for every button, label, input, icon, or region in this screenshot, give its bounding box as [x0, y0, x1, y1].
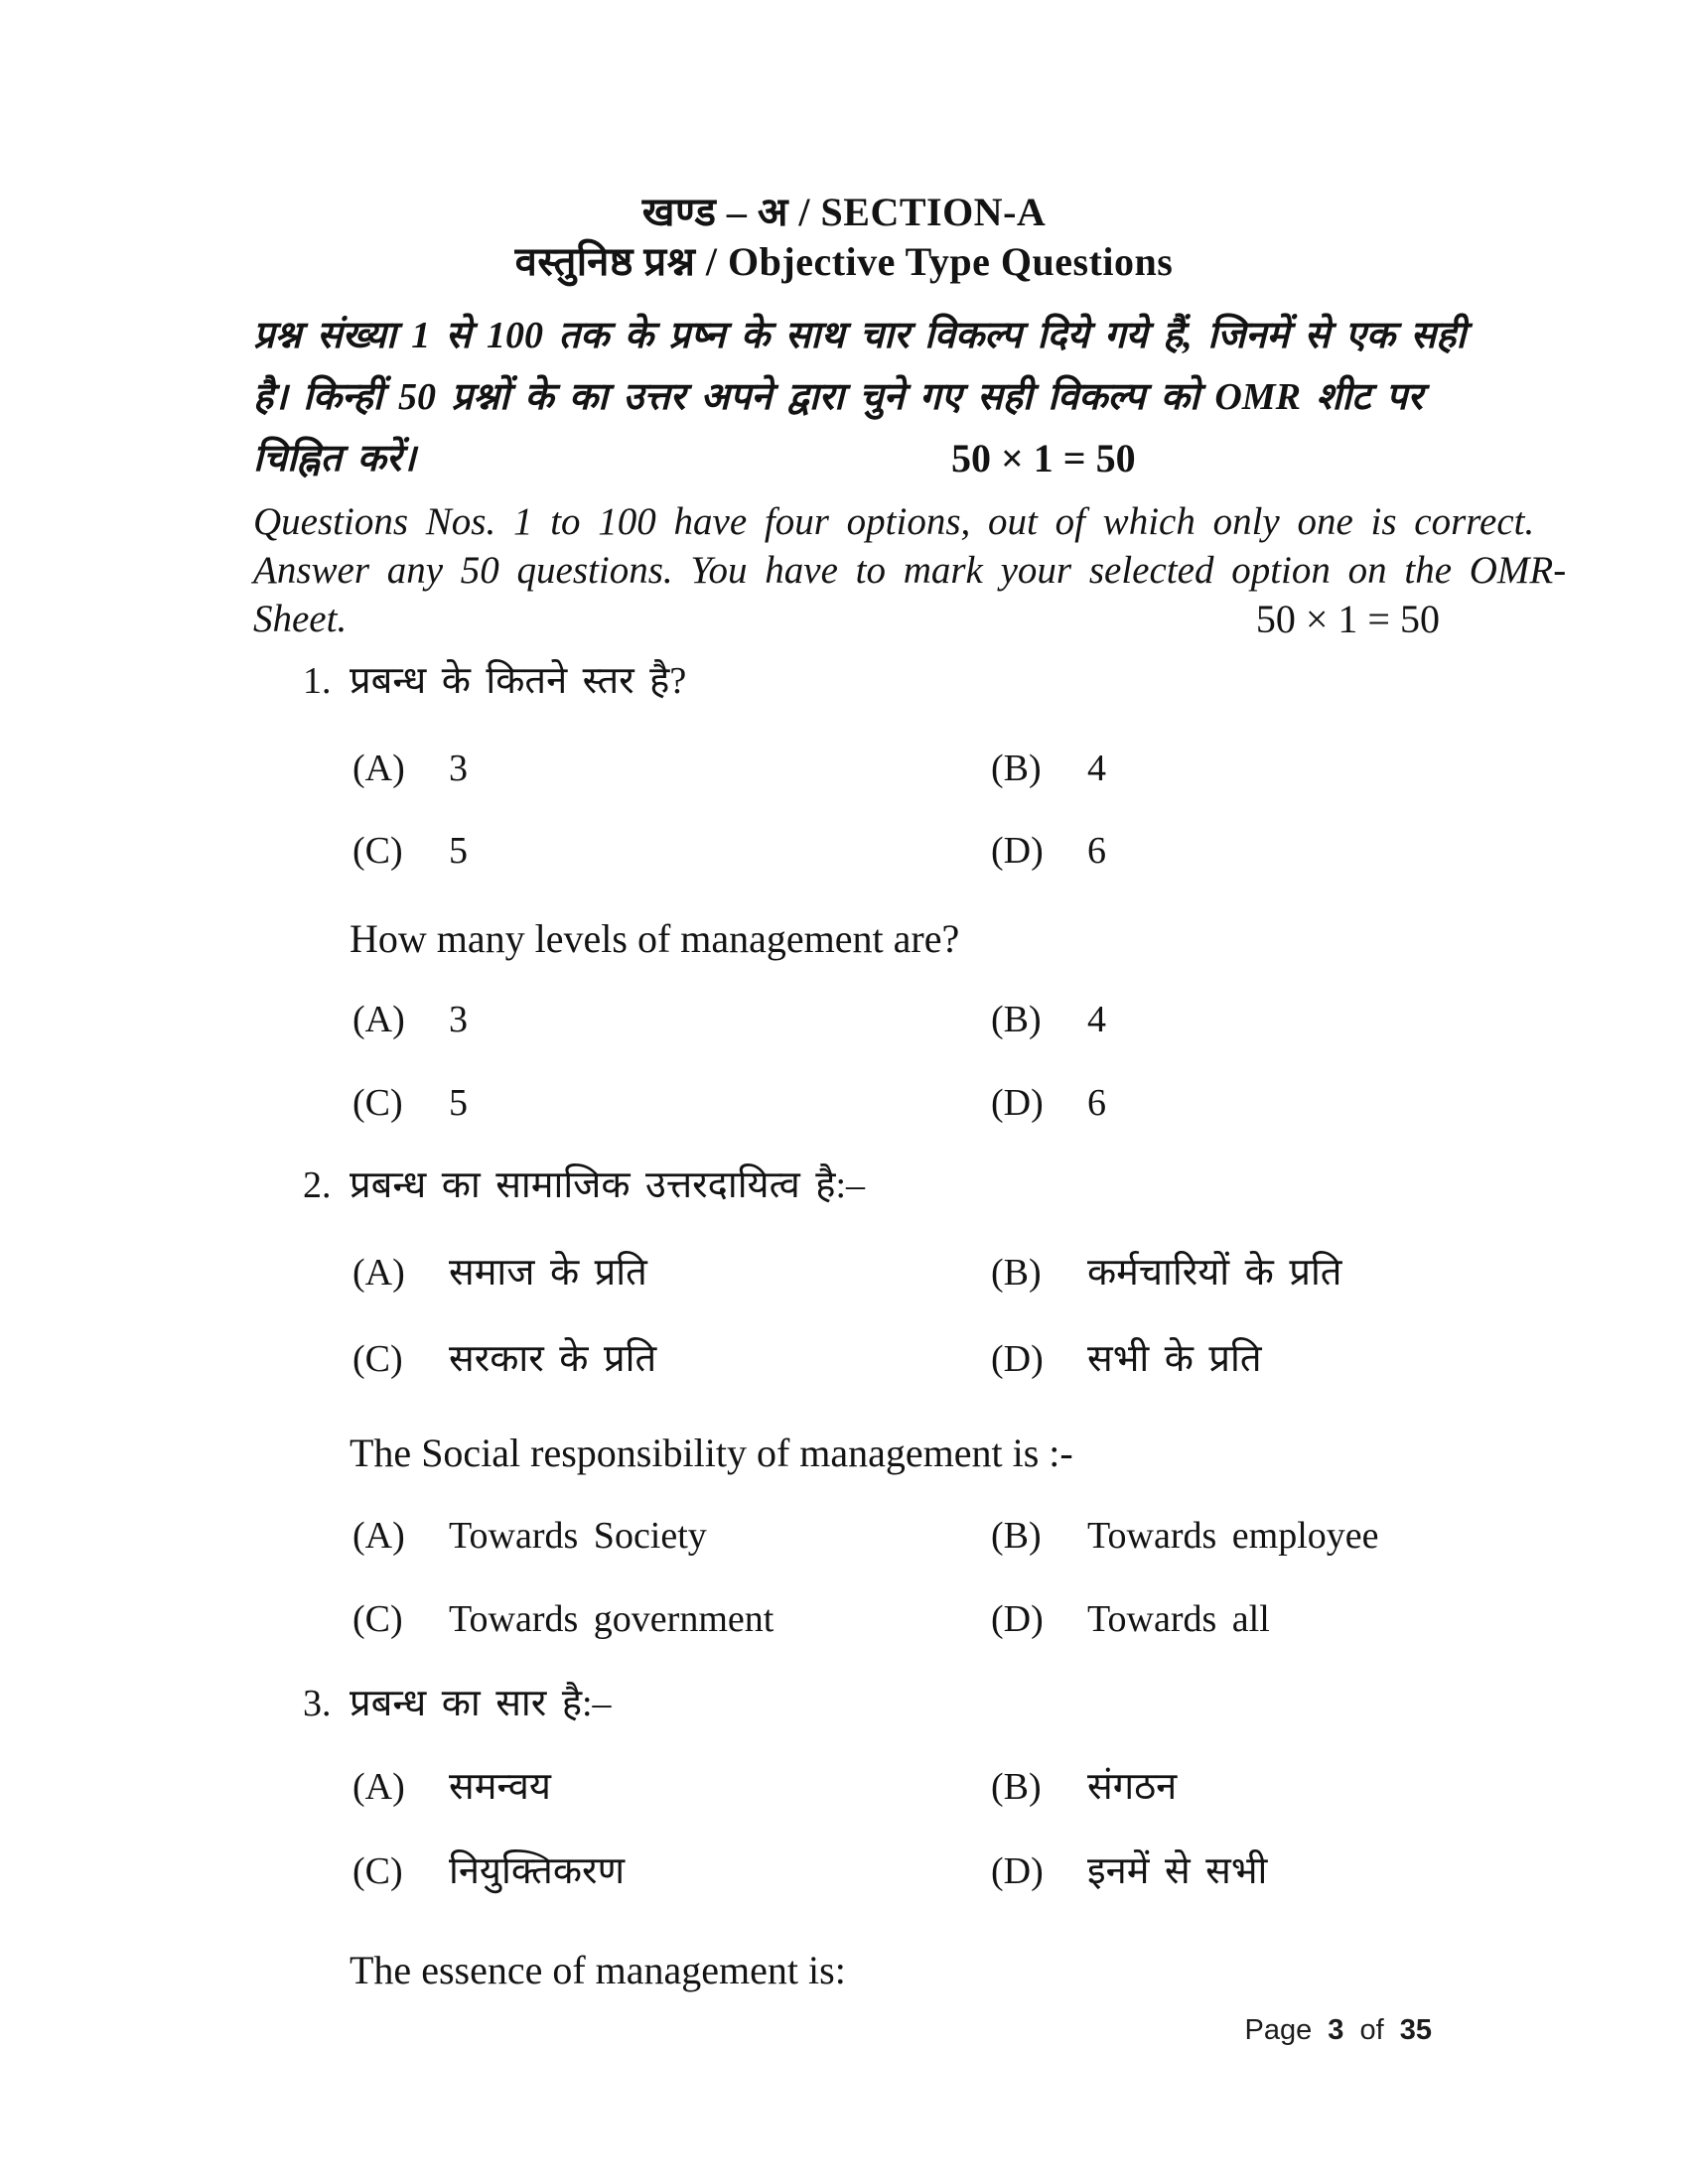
option-text: समाज के प्रति [449, 1252, 647, 1294]
option-label: (A) [352, 1766, 405, 1808]
hindi-instructions-line1: प्रश्न संख्या 1 से 100 तक के प्रष्न के साथ चार विकल्प दिये गये हैं, जिनमें से एक सही [253, 315, 1467, 356]
question-3-hindi-text: प्रबन्ध का सार है:– [350, 1683, 612, 1724]
option-text: 3 [449, 999, 468, 1040]
option-text: संगठन [1087, 1766, 1178, 1808]
q1-english-options-row-1 [0, 998, 1688, 1049]
option-text: 3 [449, 748, 468, 789]
option-label: (A) [352, 748, 405, 789]
option-label: (C) [352, 830, 403, 872]
footer-of-label: of [1359, 2014, 1384, 2046]
option-label: (C) [352, 1082, 403, 1124]
question-1-hindi-text: प्रबन्ध के कितने स्तर है? [350, 660, 687, 702]
option-text: Towards employee [1087, 1515, 1379, 1557]
option-label: (A) [352, 1252, 405, 1294]
question-3 [0, 1682, 1688, 1733]
q2-hindi-options-row-2 [0, 1337, 1688, 1389]
option-text: कर्मचारियों के प्रति [1087, 1252, 1342, 1294]
hindi-instructions-marks: 50 × 1 = 50 [951, 436, 1136, 480]
hindi-instructions-line2: है। किन्हीं 50 प्रश्नों के का उत्तर अपने द्वारा चुने गए सही विकल्प को OMR शीट पर [253, 376, 1423, 418]
option-text: Towards all [1087, 1598, 1270, 1640]
question-3-number: 3. [303, 1683, 332, 1724]
option-text: 4 [1087, 748, 1106, 789]
option-text: नियुक्तिकरण [449, 1850, 626, 1892]
option-label: (B) [991, 1515, 1042, 1557]
question-2-number: 2. [303, 1164, 332, 1206]
english-instructions-line3: Sheet. [253, 598, 348, 640]
question-2-hindi-text: प्रबन्ध का सामाजिक उत्तरदायित्व है:– [350, 1164, 866, 1206]
option-text: सरकार के प्रति [449, 1338, 657, 1380]
q2-hindi-options-row-1 [0, 1251, 1688, 1302]
option-label: (C) [352, 1850, 403, 1892]
question-2 [0, 1163, 1688, 1215]
option-label: (B) [991, 999, 1042, 1040]
footer-current-page: 3 [1328, 2014, 1344, 2046]
question-2-english-text: The Social responsibility of management is :- [350, 1431, 1073, 1475]
q2-english-options-row-2 [0, 1597, 1688, 1649]
q3-hindi-options-row-1 [0, 1765, 1688, 1817]
option-text: सभी के प्रति [1087, 1338, 1262, 1380]
option-text: Towards government [449, 1598, 774, 1640]
english-instructions-marks: 50 × 1 = 50 [1255, 597, 1440, 641]
question-1-english-text: How many levels of management are? [350, 916, 960, 961]
option-label: (D) [991, 1598, 1044, 1640]
option-text: 5 [449, 1082, 468, 1124]
question-1-number: 1. [303, 660, 332, 702]
question-3-english-text: The essence of management is: [350, 1948, 846, 1992]
option-label: (D) [991, 1338, 1044, 1380]
section-heading-line1: खण्ड – अ / SECTION-A [641, 190, 1047, 234]
q3-hindi-options-row-2 [0, 1849, 1688, 1901]
q1-hindi-options-row-1 [0, 747, 1688, 798]
english-instructions-line1: Questions Nos. 1 to 100 have four options, out of which only one is correct. [253, 500, 1535, 543]
option-label: (B) [991, 748, 1042, 789]
option-text: 6 [1087, 830, 1106, 872]
option-label: (C) [352, 1338, 403, 1380]
option-label: (D) [991, 1850, 1044, 1892]
option-label: (A) [352, 999, 405, 1040]
page-number-footer [1244, 2013, 1432, 2048]
footer-page-label: Page [1244, 2014, 1313, 2046]
option-label: (B) [991, 1766, 1042, 1808]
question-1 [0, 659, 1688, 711]
option-text: 4 [1087, 999, 1106, 1040]
option-label: (D) [991, 1082, 1044, 1124]
hindi-instructions-line3: चिह्नित करें। [253, 438, 416, 479]
option-text: 5 [449, 830, 468, 872]
q2-english-options-row-1 [0, 1514, 1688, 1566]
option-label: (C) [352, 1598, 403, 1640]
option-label: (D) [991, 830, 1044, 872]
q1-hindi-options-row-2 [0, 829, 1688, 881]
option-label: (B) [991, 1252, 1042, 1294]
q1-english-options-row-2 [0, 1081, 1688, 1133]
option-text: 6 [1087, 1082, 1106, 1124]
option-text: Towards Society [449, 1515, 707, 1557]
section-heading-line2: वस्तुनिष्ठ प्रश्न / Objective Type Questions [514, 239, 1174, 284]
footer-total-pages: 35 [1399, 2014, 1432, 2046]
option-text: समन्वय [449, 1766, 551, 1808]
option-text: इनमें से सभी [1087, 1850, 1268, 1892]
option-label: (A) [352, 1515, 405, 1557]
english-instructions-line2: Answer any 50 questions. You have to mark your selected option on the OMR- [253, 549, 1567, 592]
